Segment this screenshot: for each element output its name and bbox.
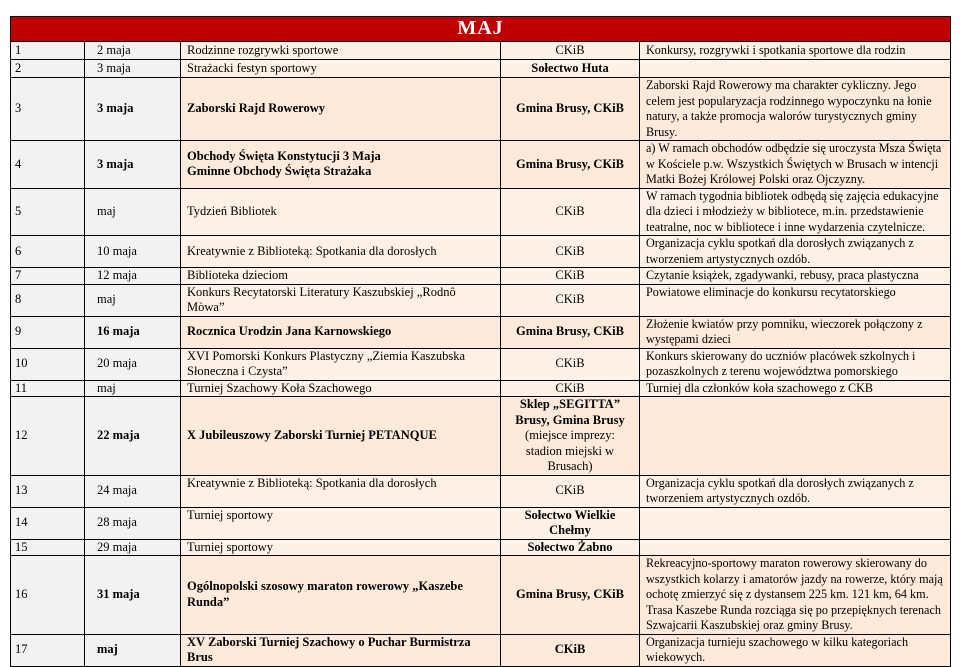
event-name: Kreatywnie z Biblioteką: Spotkania dla dorosłych (181, 475, 501, 507)
event-date: maj (85, 634, 181, 666)
event-name: XV Zaborski Turniej Szachowy o Puchar Burmistrza Brus (181, 634, 501, 666)
table-row (11, 539, 951, 556)
row-number: 4 (11, 141, 85, 189)
event-date: 3 maja (85, 78, 181, 141)
event-name: Obchody Święta Konstytucji 3 Maja Gminne Obchody Święta Strażaka (181, 141, 501, 189)
event-date: 31 maja (85, 556, 181, 635)
table-row (11, 348, 951, 380)
event-organizer: CKiB (501, 188, 640, 236)
row-number: 8 (11, 284, 85, 316)
event-description (640, 397, 951, 476)
event-name: Biblioteka dzieciom (181, 268, 501, 285)
event-description: Rekreacyjno-sportowy maraton rowerowy skierowany do wszystkich kolarzy i amatorów jazdy na rowerze, który mają ochotę zmierzyć się z dystansem 225 km. 121 km, 64 km. Trasa Kaszebe Runda rozciąga się po przepięknych terenach Szwajcarii Kaszubskiej oraz gminy Brusy. (640, 556, 951, 635)
event-organizer: CKiB (501, 634, 640, 666)
table-row (11, 78, 951, 141)
event-name: Konkurs Recytatorski Literatury Kaszubskiej „Rodnô Mòwa” (181, 284, 501, 316)
event-description: Powiatowe eliminacje do konkursu recytatorskiego (640, 284, 951, 316)
event-description: Złożenie kwiatów przy pomniku, wieczorek połączony z występami dzieci (640, 316, 951, 348)
row-number: 15 (11, 539, 85, 556)
table-row (11, 141, 951, 189)
event-date: maj (85, 284, 181, 316)
table-row (11, 188, 951, 236)
row-number: 5 (11, 188, 85, 236)
table-row (11, 507, 951, 539)
event-organizer: Gmina Brusy, CKiB (501, 556, 640, 635)
table-row (11, 268, 951, 285)
event-name: Turniej Szachowy Koła Szachowego (181, 380, 501, 397)
event-description: Czytanie książek, zgadywanki, rebusy, praca plastyczna (640, 268, 951, 285)
event-organizer: CKiB (501, 268, 640, 285)
table-row (11, 60, 951, 78)
event-calendar-sheet (10, 16, 950, 667)
event-name: Kreatywnie z Biblioteką: Spotkania dla dorosłych (181, 236, 501, 268)
event-description: Turniej dla członków koła szachowego z CKB (640, 380, 951, 397)
table-row (11, 634, 951, 666)
event-date: 29 maja (85, 539, 181, 556)
table-row (11, 397, 951, 476)
event-date: 10 maja (85, 236, 181, 268)
event-date: 28 maja (85, 507, 181, 539)
row-number: 7 (11, 268, 85, 285)
event-organizer: Sołectwo Huta (501, 60, 640, 78)
event-date: 3 maja (85, 60, 181, 78)
organizer-main: Sklep „SEGITTA” Brusy, Gmina Brusy (515, 397, 625, 427)
table-row (11, 284, 951, 316)
event-name: XVI Pomorski Konkurs Plastyczny „Ziemia Kaszubska Słoneczna i Czysta” (181, 348, 501, 380)
event-date: 12 maja (85, 268, 181, 285)
event-name: Rodzinne rozgrywki sportowe (181, 42, 501, 60)
event-organizer: Sołectwo Żabno (501, 539, 640, 556)
event-name: Ogólnopolski szosowy maraton rowerowy „Kaszebe Runda” (181, 556, 501, 635)
row-number: 3 (11, 78, 85, 141)
event-date: 22 maja (85, 397, 181, 476)
event-date: 16 maja (85, 316, 181, 348)
table-row (11, 236, 951, 268)
row-number: 10 (11, 348, 85, 380)
row-number: 13 (11, 475, 85, 507)
row-number: 14 (11, 507, 85, 539)
row-number: 1 (11, 42, 85, 60)
table-row (11, 556, 951, 635)
event-date: maj (85, 188, 181, 236)
event-organizer: CKiB (501, 284, 640, 316)
event-description (640, 60, 951, 78)
table-row (11, 42, 951, 60)
event-name: X Jubileuszowy Zaborski Turniej PETANQUE (181, 397, 501, 476)
event-description: W ramach tygodnia bibliotek odbędą się zajęcia edukacyjne dla dzieci i młodzieży w bibliotece, m.in. przedstawienie teatralne, noc w bibliotece i inne wydarzenia czytelnicze. (640, 188, 951, 236)
event-name: Turniej sportowy (181, 539, 501, 556)
event-organizer: CKiB (501, 42, 640, 60)
row-number: 12 (11, 397, 85, 476)
event-date: maj (85, 380, 181, 397)
row-number: 9 (11, 316, 85, 348)
event-date: 2 maja (85, 42, 181, 60)
event-description (640, 507, 951, 539)
event-organizer: Sołectwo Wielkie Chełmy (501, 507, 640, 539)
event-organizer: Gmina Brusy, CKiB (501, 78, 640, 141)
event-description: Konkurs skierowany do uczniów placówek szkolnych i pozaszkolnych z terenu województwa pomorskiego (640, 348, 951, 380)
event-name: Turniej sportowy (181, 507, 501, 539)
month-title: MAJ (11, 17, 951, 42)
row-number: 16 (11, 556, 85, 635)
title-row (11, 17, 951, 42)
event-description (640, 539, 951, 556)
event-description: Organizacja turnieju szachowego w kilku kategoriach wiekowych. (640, 634, 951, 666)
event-organizer: CKiB (501, 475, 640, 507)
event-organizer (501, 397, 640, 476)
event-name: Strażacki festyn sportowy (181, 60, 501, 78)
event-date: 20 maja (85, 348, 181, 380)
organizer-venue-note: (miejsce imprezy: stadion miejski w Brusach) (525, 428, 615, 473)
event-date: 24 maja (85, 475, 181, 507)
event-description: Organizacja cyklu spotkań dla dorosłych związanych z tworzeniem artystycznych ozdób. (640, 236, 951, 268)
event-organizer: CKiB (501, 348, 640, 380)
table-row (11, 475, 951, 507)
event-name: Tydzień Bibliotek (181, 188, 501, 236)
event-name: Rocznica Urodzin Jana Karnowskiego (181, 316, 501, 348)
event-organizer: CKiB (501, 236, 640, 268)
event-description: Organizacja cyklu spotkań dla dorosłych związanych z tworzeniem artystycznych ozdób. (640, 475, 951, 507)
row-number: 11 (11, 380, 85, 397)
event-description: a) W ramach obchodów odbędzie się uroczysta Msza Święta w Kościele p.w. Wszystkich Świętych w Brusach w intencji Matki Bożej Królowej Polski oraz Ojczyzny. (640, 141, 951, 189)
event-organizer: Gmina Brusy, CKiB (501, 316, 640, 348)
row-number: 17 (11, 634, 85, 666)
event-name: Zaborski Rajd Rowerowy (181, 78, 501, 141)
event-table (10, 16, 951, 667)
event-organizer: CKiB (501, 380, 640, 397)
event-description: Konkursy, rozgrywki i spotkania sportowe dla rodzin (640, 42, 951, 60)
table-row (11, 380, 951, 397)
row-number: 2 (11, 60, 85, 78)
event-organizer: Gmina Brusy, CKiB (501, 141, 640, 189)
row-number: 6 (11, 236, 85, 268)
event-date: 3 maja (85, 141, 181, 189)
event-description: Zaborski Rajd Rowerowy ma charakter cykliczny. Jego celem jest popularyzacja rodzinnego wypoczynku na łonie natury, a także promocja walorów turystycznych gminy Brusy. (640, 78, 951, 141)
table-row (11, 316, 951, 348)
